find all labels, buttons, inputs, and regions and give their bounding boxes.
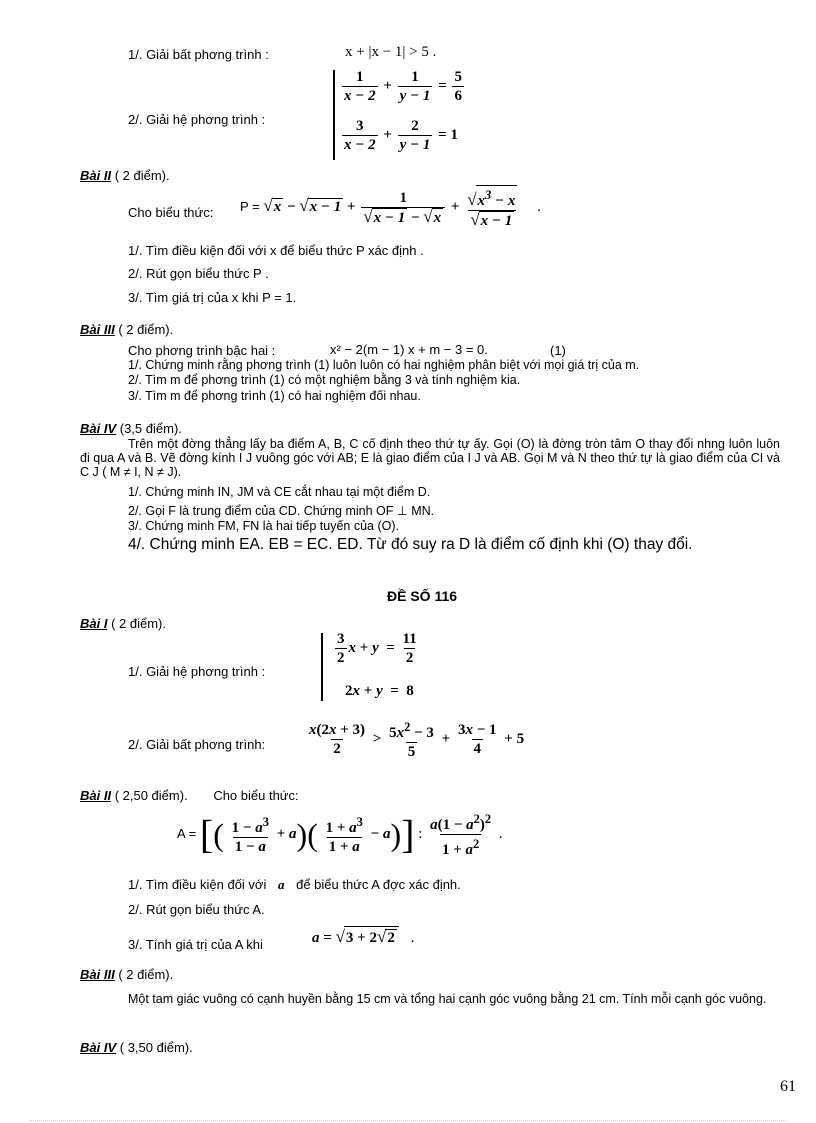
bai3-intro: Cho phơng trình bậc hai :	[128, 343, 276, 358]
de116-bai3-para: Một tam giác vuông có cạnh huyền bằng 15 cm và tổng hai cạnh góc vuông bằng 21 cm. Tính mỗi cạnh góc vuông.	[128, 992, 767, 1006]
bai2-intro: Cho biểu thức:	[128, 205, 214, 220]
de116-bai4-heading: Bài IV ( 3,50 điểm).	[80, 1040, 193, 1055]
bai2-expr: P = √x − √x − 1 + $\frac{1}{√x - 1 - √x}$ + $\frac{√x^3 - x}{√x - 1}$ .	[240, 185, 541, 230]
bai4-heading: Bài IV (3,5 điểm).	[80, 421, 182, 436]
de116-q2-label: 2/. Giải bất phơng trình:	[128, 737, 266, 752]
bai3-heading: Bài III ( 2 điểm).	[80, 322, 174, 337]
de116-bai1-heading: Bài I ( 2 điểm).	[80, 616, 166, 631]
de116-bai3-heading: Bài III ( 2 điểm).	[80, 967, 174, 982]
top-q1-expr: x + |x − 1| > 5 .	[345, 44, 437, 60]
bai4-q3: 3/. Chứng minh FM, FN là hai tiếp tuyến của (O).	[128, 519, 399, 533]
de116-q1-label: 1/. Giải hệ phơng trình :	[128, 664, 266, 679]
footer-divider	[30, 1120, 786, 1121]
de116-q1-eq2: 2x + y = 8	[345, 683, 414, 699]
bai3-equation: x² − 2(m − 1) x + m − 3 = 0.	[330, 342, 488, 357]
top-q2-label: 2/. Giải hệ phơng trình :	[128, 112, 266, 127]
bai4-q1: 1/. Chứng minh IN, JM và CE cắt nhau tại một điểm D.	[128, 485, 431, 499]
bai2-heading: Bài II ( 2 điểm).	[80, 168, 170, 183]
de116-q1-eq1: $\frac{3}{2}$ x + y = $\frac{11}{2}$	[337, 631, 417, 666]
top-q2-eq2: $\frac{3}{x - 2}$ + $\frac{2}{y - 1}$ = 1	[344, 118, 458, 153]
de116-bai2-expr: A = [( $\frac{1 - a^3}{1 - a}$ + a)( $\frac{1 + a^3}{1 + a}$ − a)] : $\frac{a(1 - a^2)^2}{1 + a^2}$ .	[177, 811, 503, 858]
de116-bai2-q2: 2/. Rút gọn biểu thức A.	[128, 902, 265, 917]
de116-q2-expr: $\frac{x(2x + 3)}{2}$ > $\frac{5x^2 - 3}{5}$ + $\frac{3x - 1}{4}$ + 5	[309, 720, 525, 760]
de116-heading: ĐỀ SỐ 116	[387, 588, 458, 604]
system-brace	[333, 70, 335, 160]
top-q1-label: 1/. Giải bất phơng trình :	[128, 47, 269, 62]
de116-bai2-q1: 1/. Tìm điều kiện đối với a để biểu thức A đợc xác định.	[128, 877, 461, 892]
bai4-q4: 4/. Chứng minh EA. EB = EC. ED. Từ đó suy ra D là điểm cố định khi (O) thay đổi.	[128, 536, 693, 553]
de116-bai2-q3-expr: a = √3 + 2√2 .	[312, 927, 415, 946]
bai2-q1: 1/. Tìm điều kiện đối với x để biểu thức P xác định .	[128, 243, 424, 258]
bai3-q3: 3/. Tìm m để phơng trình (1) có hai nghiệm đối nhau.	[128, 389, 421, 403]
de116-bai2-q3: 3/. Tính giá trị của A khi	[128, 937, 263, 952]
bai2-q3: 3/. Tìm giá trị của x khi P = 1.	[128, 290, 297, 305]
bai4-q2: 2/. Gọi F là trung điểm của CD. Chứng minh OF ⊥ MN.	[128, 504, 435, 518]
de116-bai2-heading: Bài II ( 2,50 điểm). Cho biểu thức:	[80, 788, 299, 803]
bai3-eq-num: (1)	[550, 343, 566, 358]
bai3-q1: 1/. Chứng minh rằng phơng trình (1) luôn luôn có hai nghiệm phân biệt với mọi giá trị của m.	[128, 358, 640, 372]
top-q2-eq1: $\frac{1}{x - 2}$ + $\frac{1}{y - 1}$ = $\frac{5}{6}$	[344, 69, 462, 104]
bai2-q2: 2/. Rút gọn biểu thức P .	[128, 266, 269, 281]
system-brace-2	[321, 633, 323, 701]
bai3-q2: 2/. Tìm m để phơng trình (1) có một nghiệm bằng 3 và tính nghiệm kia.	[128, 373, 521, 387]
page-number: 61	[780, 1078, 796, 1095]
bai4-para: Trên một đờng thẳng lấy ba điểm A, B, C cố định theo thứ tự ấy. Gọi (O) là đờng tròn tâm O thay đổi nhng luôn luôn đi qua A và B. Vẽ đờng kính I J vuông góc với AB; E là giao điểm của I J và AB. Gọi M và N theo thứ tự là giao điểm của CI và C J ( M ≠ I, N ≠ J).	[80, 437, 780, 479]
